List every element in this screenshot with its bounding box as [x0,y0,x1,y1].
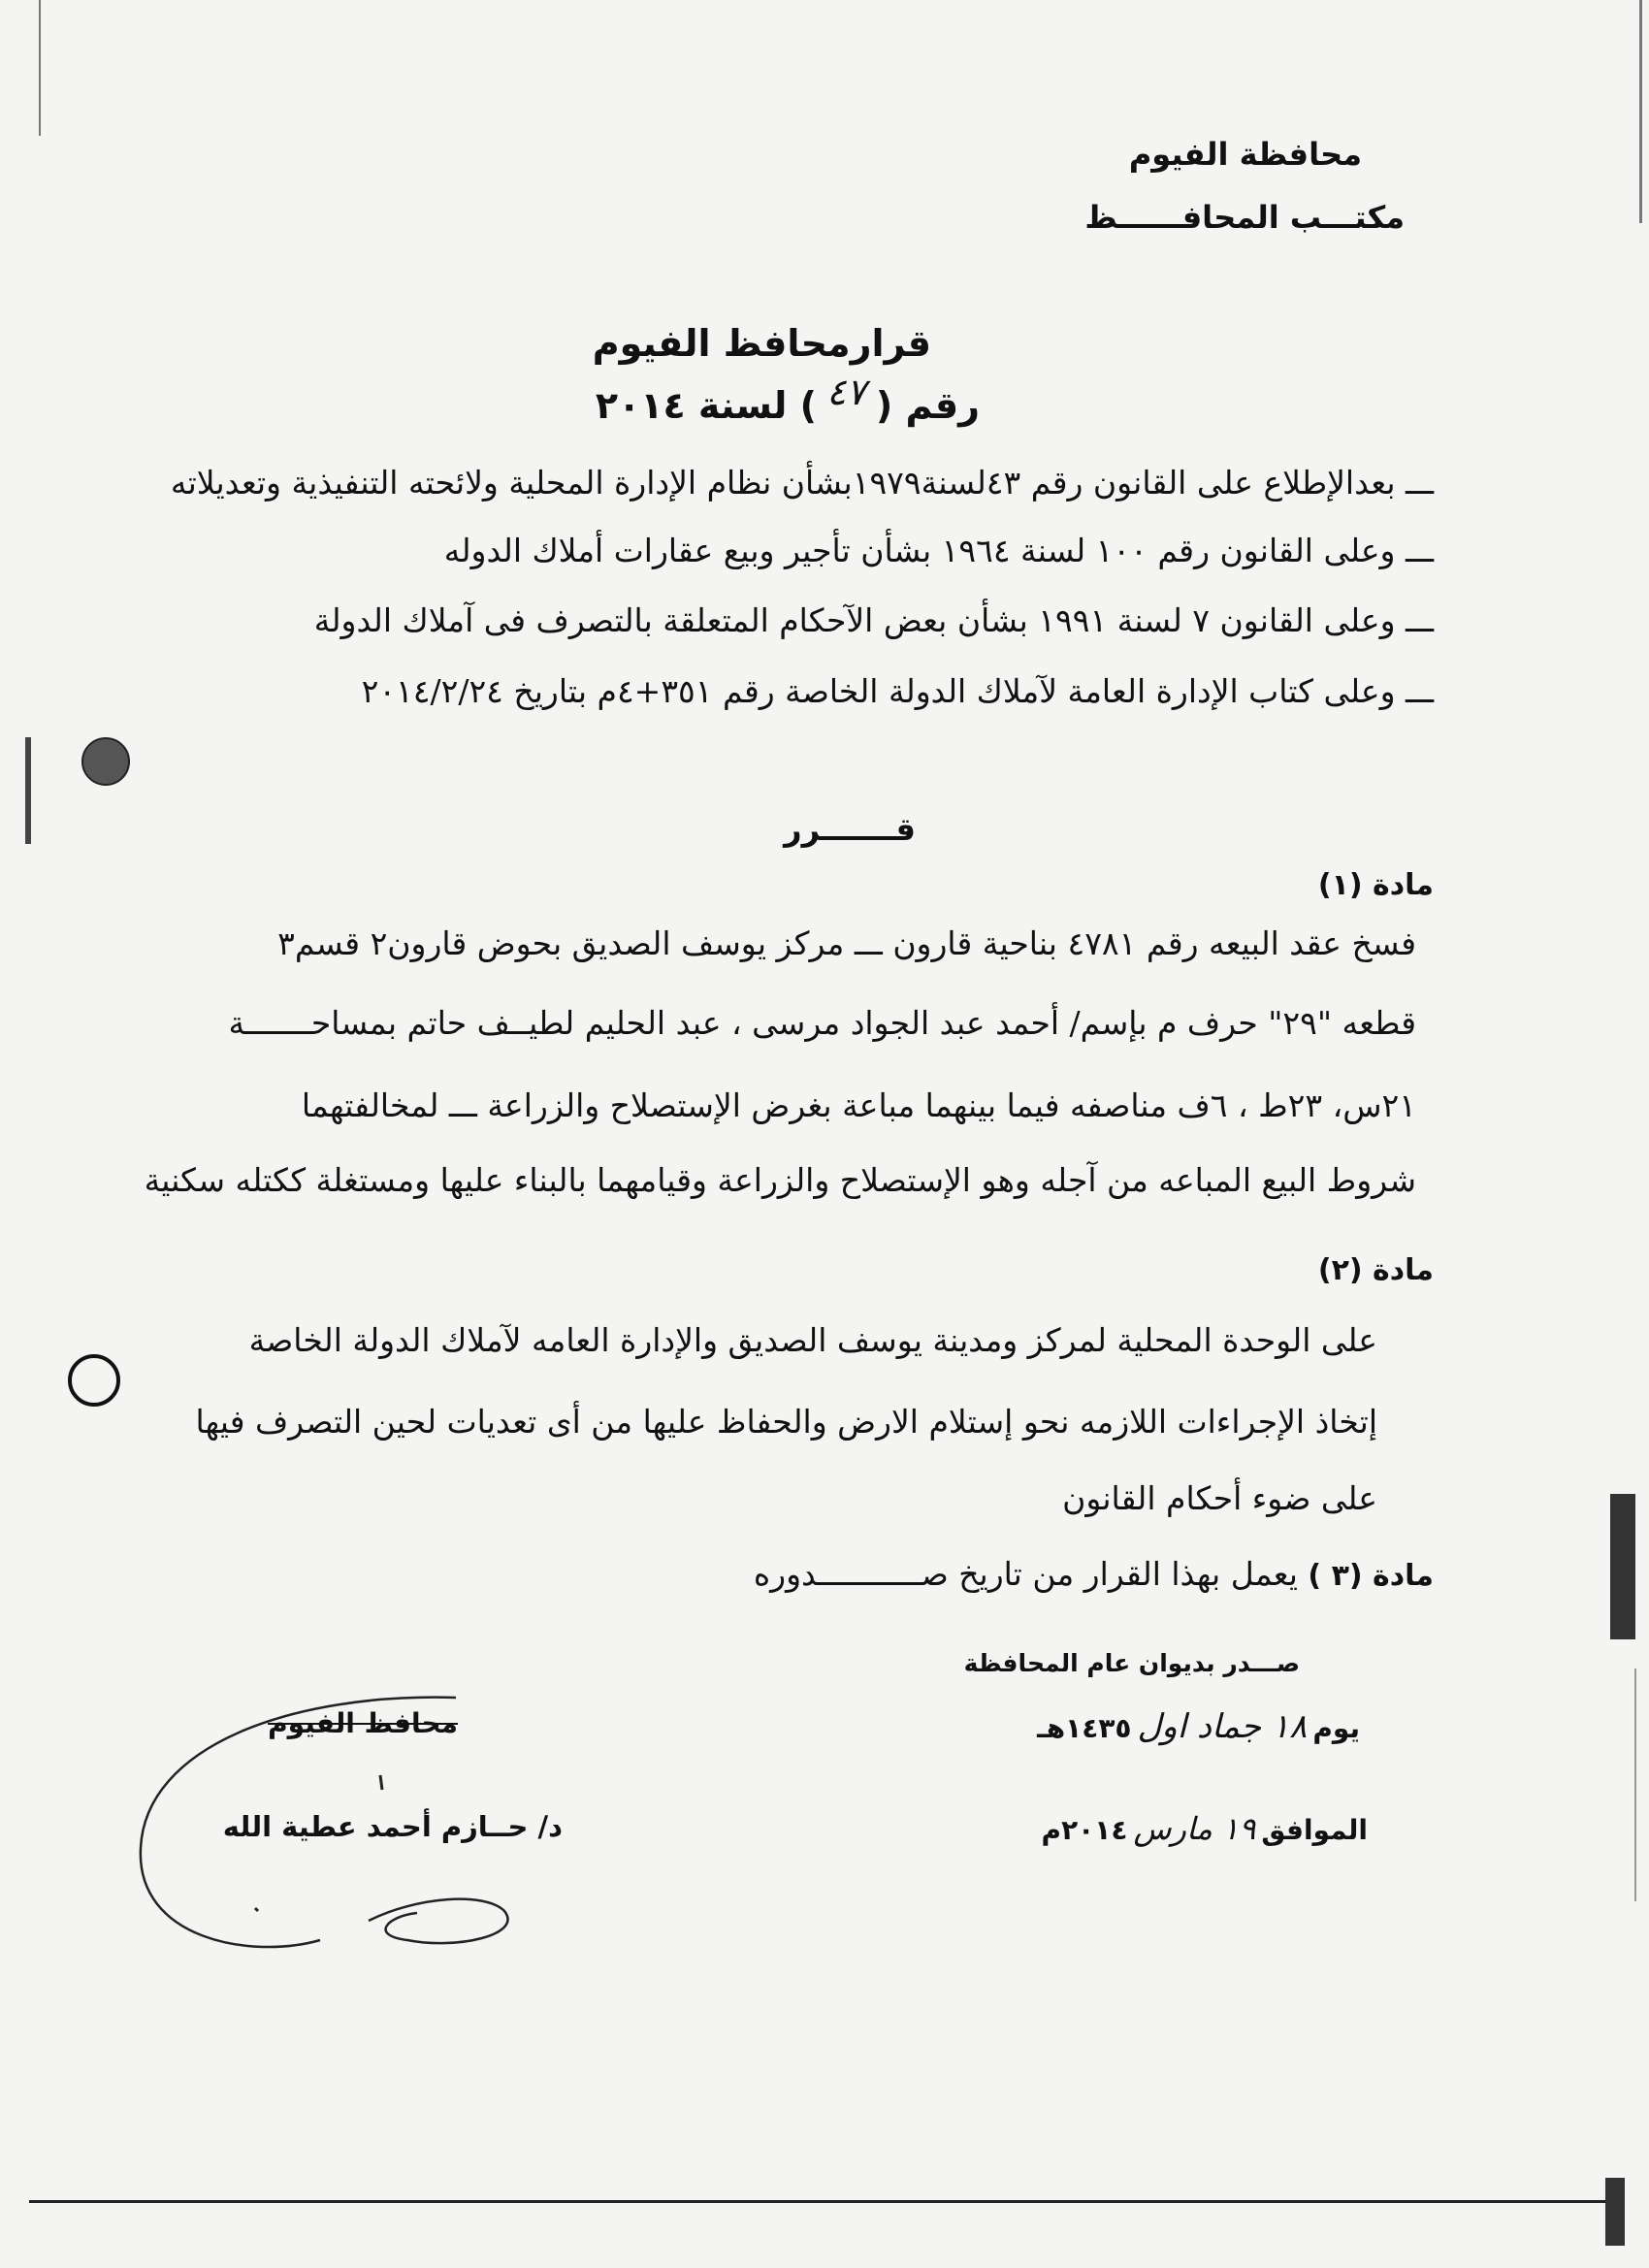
hijri-year: ١٤٣٥هـ [1037,1712,1132,1744]
preamble-line-3: ـــ وعلى القانون ٧ لسنة ١٩٩١ بشأن بعض الآحكام المتعلقة بالتصرف فى آملاك الدولة [313,601,1434,639]
preamble-line-4: ـــ وعلى كتاب الإدارة العامة لآملاك الدولة الخاصة رقم ٣٥١+٤م بتاريخ ٢٠١٤/٢/٢٤ [361,672,1434,710]
scan-right-bar [1610,1494,1635,1639]
article-1-line-1: فسخ عقد البيعه رقم ٤٧٨١ بناحية قارون ـــ مركز يوسف الصديق بحوض قارون٢ قسم٣ [277,924,1416,962]
corresponding-label: الموافق [1261,1814,1368,1846]
scan-left-mark [25,737,31,844]
preamble-line-2: ـــ وعلى القانون رقم ١٠٠ لسنة ١٩٦٤ بشأن تأجير وبيع عقارات أملاك الدوله [443,532,1434,569]
header-office: مكتـــب المحافــــــظ [1084,199,1405,236]
header-governorate: محافظة الفيوم [1128,136,1362,173]
gregorian-handwritten: ١٩ مارس [1133,1810,1256,1847]
decree-number-prefix: رقم ( [875,384,980,427]
scan-right-lower [1634,1669,1636,1901]
decides-heading: قـــــــرر [784,811,916,848]
day-label: يوم [1312,1712,1360,1744]
decree-number-handwritten: ٤٧ [826,371,866,413]
preamble-line-1: ـــ بعدالإطلاع على القانون رقم ٤٣لسنة١٩٧٩بشأن نظام الإدارة المحلية ولائحته التنفيذية وتعديلاته [170,464,1434,502]
article-2-line-1: على الوحدة المحلية لمركز ومدينة يوسف الصديق والإدارة العامه لآملاك الدولة الخاصة [248,1321,1377,1359]
article-1-line-3: ٢١س، ٢٣ط ، ٦ف مناصفه فيما بينهما مباعة بغرض الإستصلاح والزراعة ـــ لمخالفتهما [301,1086,1416,1124]
gregorian-year: ٢٠١٤م [1041,1814,1128,1846]
punch-hole-top [81,737,130,786]
issuance-day-line [1037,1707,1360,1746]
decree-title: قرارمحافظ الفيوم [592,322,931,365]
scan-bottom-line [29,2200,1610,2203]
day-handwritten: ١٨ جماد اول [1137,1707,1308,1746]
article-3-heading: مادة (٣ ) [1308,1559,1434,1593]
punch-hole-bottom [68,1354,120,1407]
decree-number-suffix: ) لسنة ٢٠١٤ [595,384,818,427]
issuance-corresponding-line [1042,1810,1368,1847]
article-3 [754,1555,1434,1593]
article-1-line-2: قطعه "٢٩" حرف م بإسم/ أحمد عبد الجواد مرسى ، عبد الحليم لطيــف حاتم بمساحـــــــة [228,1004,1416,1042]
article-2-line-3: على ضوء أحكام القانون [1062,1479,1377,1517]
article-2-line-2: إتخاذ الإجراءات اللازمه نحو إستلام الارض والحفاظ عليها من أى تعديات لحين التصرف فيها [195,1403,1377,1441]
article-1-line-4: شروط البيع المباعه من آجله وهو الإستصلاح والزراعة وقيامهما بالبناء عليها ومستغلة ككتله سكنية [144,1161,1416,1199]
signature-role: محافظ الفيوم [268,1707,458,1739]
article-1-heading: مادة (١) [1317,868,1434,902]
issued-at: صـــدر بديوان عام المحافظة [963,1649,1300,1677]
article-2-heading: مادة (٢) [1317,1253,1434,1287]
signature-name: د/ حــازم أحمد عطية الله [222,1810,563,1843]
article-3-text: يعمل بهذا القرار من تاريخ صـــــــــــدوره [753,1555,1298,1593]
scan-corner-mark [1605,2178,1625,2246]
scan-left-edge [39,0,41,136]
scan-right-edge [1639,0,1642,223]
decree-number-line [595,371,980,427]
